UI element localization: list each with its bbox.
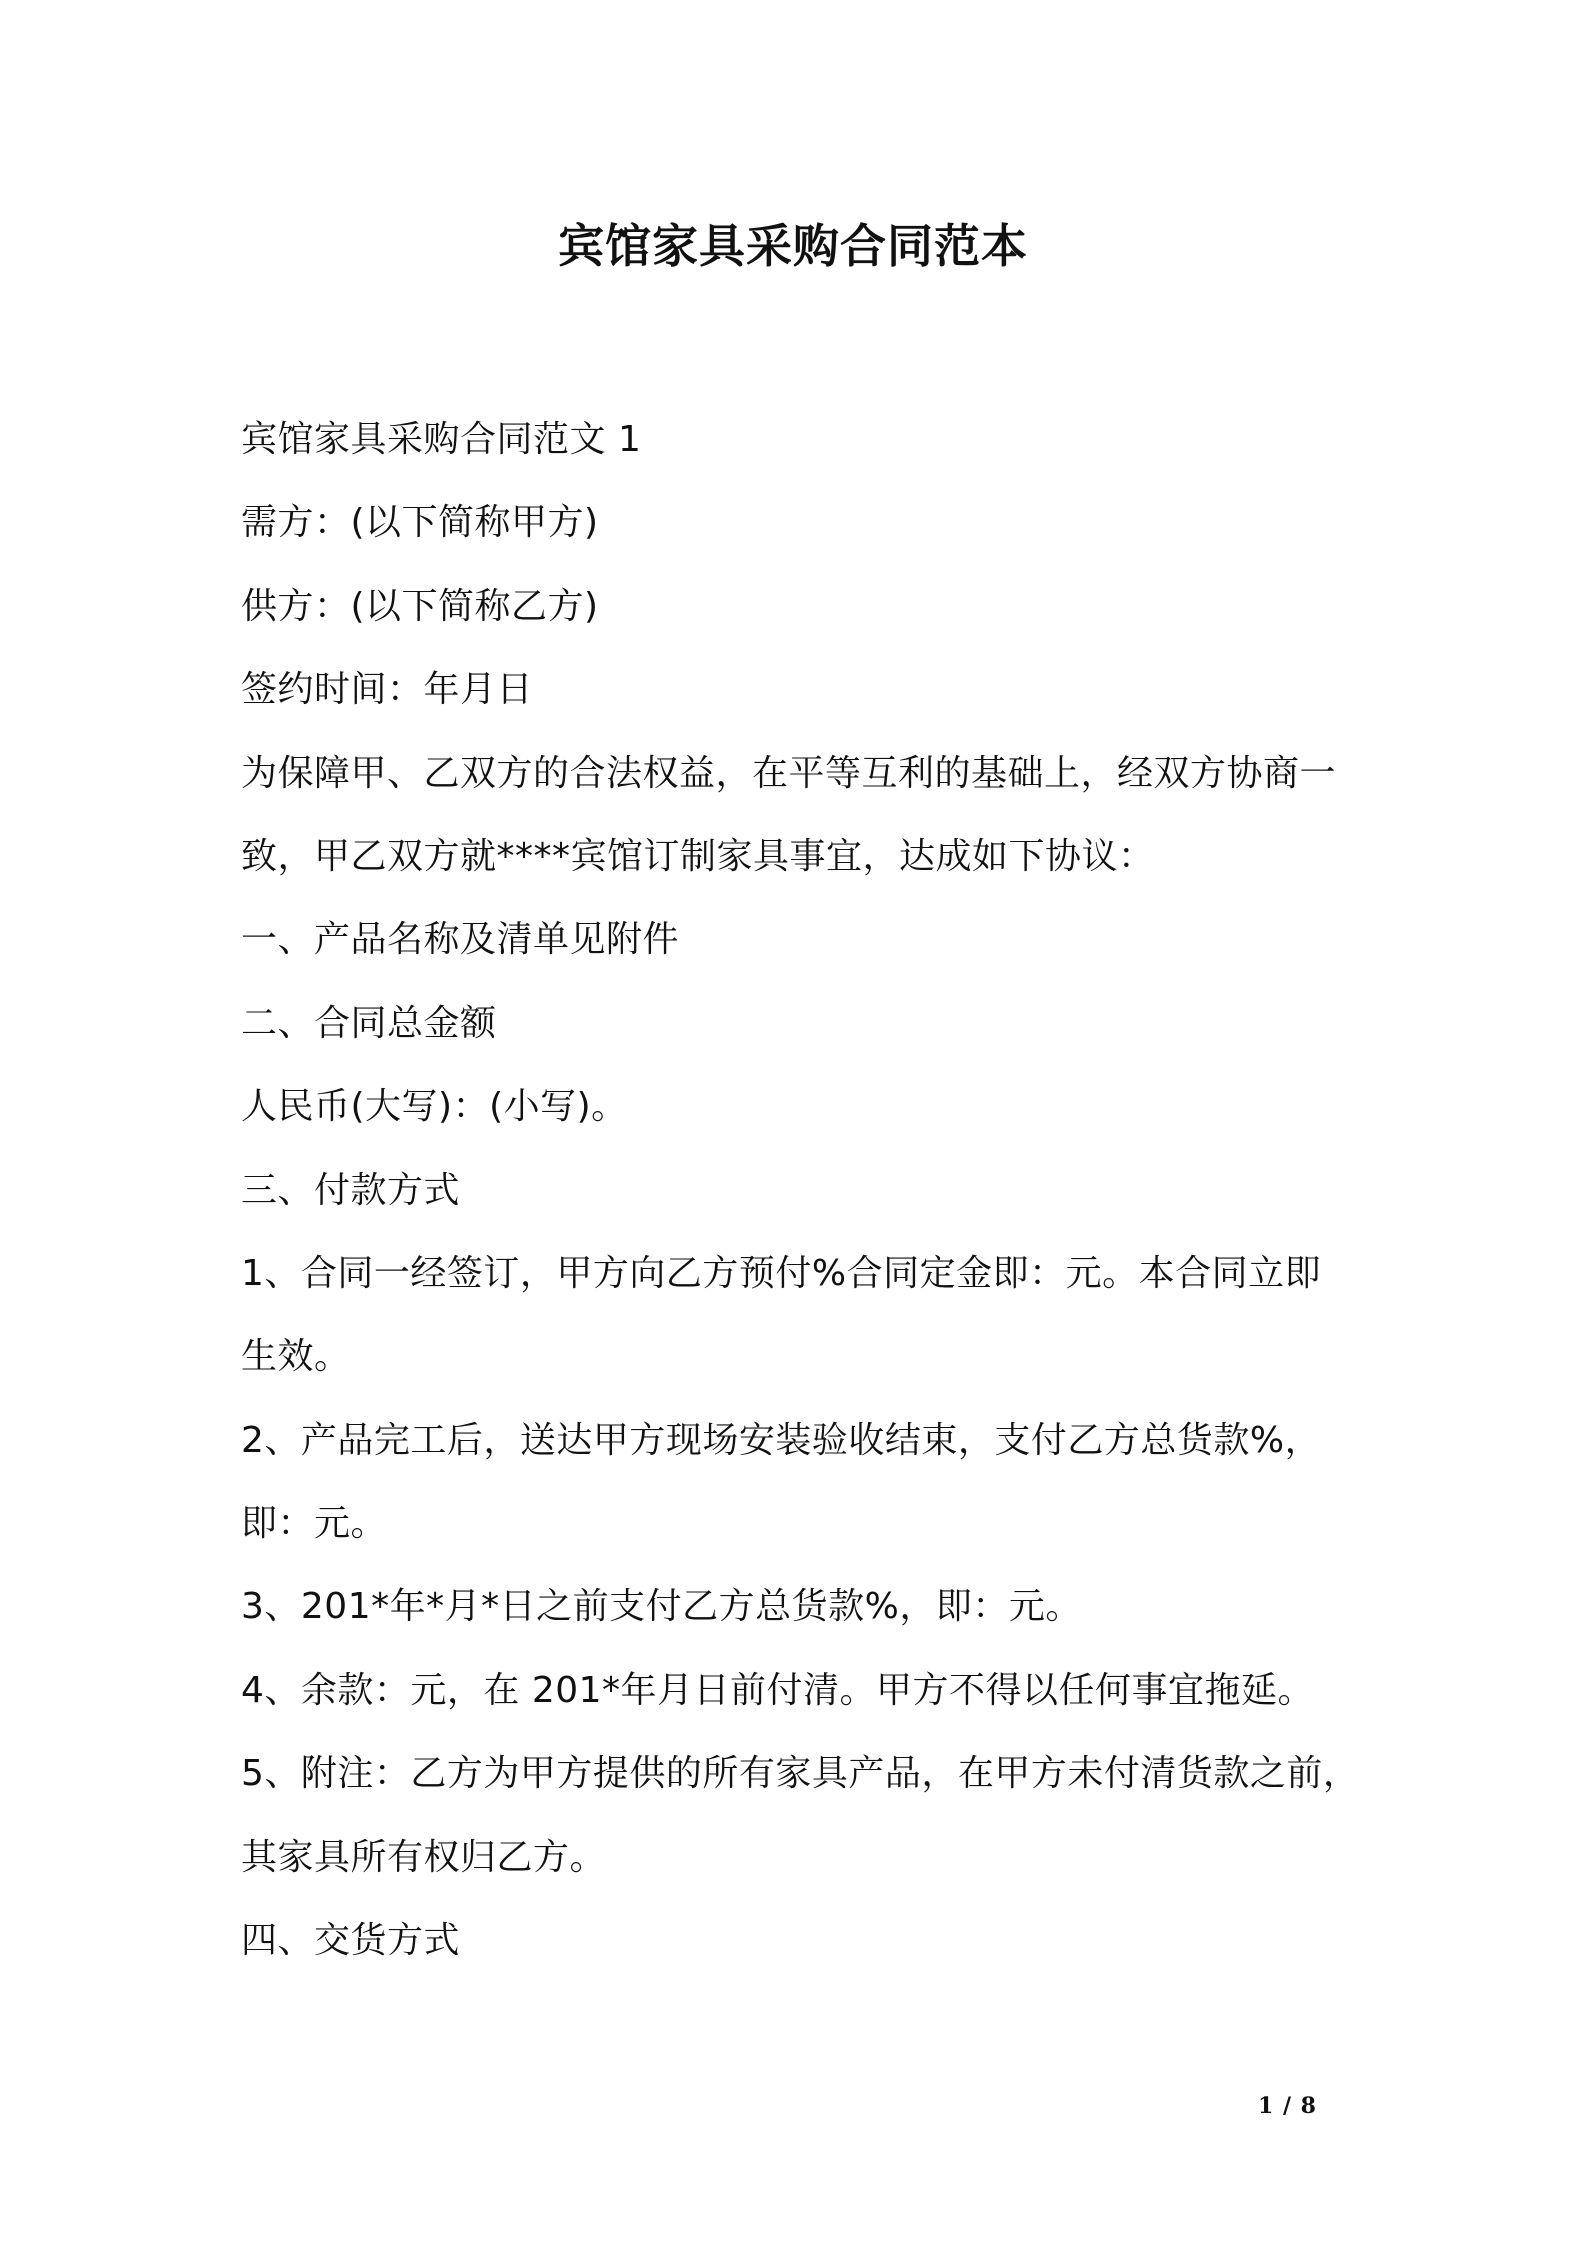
body-line: 生效。 [241, 1336, 351, 1378]
page-number: 1 / 8 [1258, 2093, 1317, 2119]
body-line: 3、201*年*月*日之前支付乙方总货款%，即：元。 [241, 1586, 1082, 1628]
body-line: 即：元。 [241, 1503, 388, 1545]
body-line: 供方：(以下简称乙方) [241, 585, 599, 627]
body-line: 三、付款方式 [241, 1169, 461, 1211]
body-line: 人民币(大写)：(小写)。 [241, 1086, 628, 1128]
body-line: 1、合同一经签订，甲方向乙方预付%合同定金即：元。本合同立即 [241, 1252, 1322, 1294]
body-line: 签约时间：年月日 [241, 669, 534, 711]
body-line: 为保障甲、乙双方的合法权益，在平等互利的基础上，经双方协商一 [241, 752, 1337, 794]
document-title: 宾馆家具采购合同范本 [558, 219, 1028, 273]
document-body [241, 398, 1381, 1982]
body-line: 一、产品名称及清单见附件 [241, 919, 680, 961]
body-line: 二、合同总金额 [241, 1002, 497, 1044]
body-line: 2、产品完工后，送达甲方现场安装验收结束，支付乙方总货款%， [241, 1419, 1322, 1461]
body-line: 致，甲乙双方就****宾馆订制家具事宜，达成如下协议： [241, 835, 1155, 877]
body-line: 4、余款：元，在 201*年月日前付清。甲方不得以任何事宜拖延。 [241, 1669, 1315, 1711]
body-line: 其家具所有权归乙方。 [241, 1836, 607, 1878]
body-line: 需方：(以下简称甲方) [241, 502, 599, 544]
body-line: 宾馆家具采购合同范文 1 [241, 419, 642, 460]
body-line: 四、交货方式 [241, 1920, 461, 1962]
body-line: 5、附注：乙方为甲方提供的所有家具产品，在甲方未付清货款之前， [241, 1753, 1360, 1795]
